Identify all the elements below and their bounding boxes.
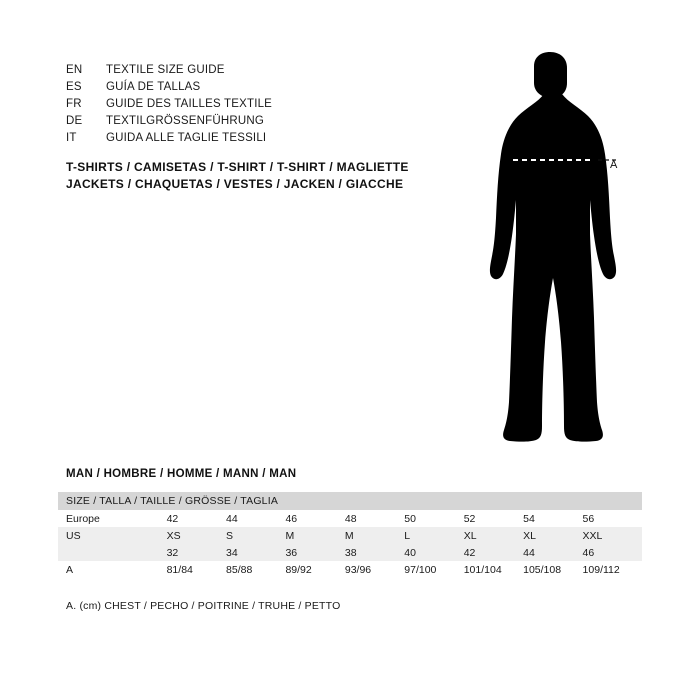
cell-a-2: 89/92 bbox=[285, 561, 344, 578]
table-title: MAN / HOMBRE / HOMME / MANN / MAN bbox=[66, 468, 297, 480]
measure-label-a: A bbox=[610, 159, 618, 171]
cell-us-6: XL bbox=[523, 527, 582, 544]
cell-europe-3: 48 bbox=[345, 510, 404, 527]
language-code-de: DE bbox=[66, 115, 83, 127]
row-label-europe: Europe bbox=[58, 510, 167, 527]
cell-europe-5: 52 bbox=[464, 510, 523, 527]
cell-a-7: 109/112 bbox=[583, 561, 642, 578]
product-type-tshirts: T-SHIRTS / CAMISETAS / T-SHIRT / T-SHIRT / MAGLIETTE bbox=[66, 160, 409, 174]
row-label-a: A bbox=[58, 561, 167, 578]
cell-europe-0: 42 bbox=[167, 510, 226, 527]
cell-a-0: 81/84 bbox=[167, 561, 226, 578]
cell-a-1: 85/88 bbox=[226, 561, 285, 578]
table-row bbox=[58, 527, 642, 544]
cell-a-5: 101/104 bbox=[464, 561, 523, 578]
cell-usnum-4: 40 bbox=[404, 544, 463, 561]
size-table bbox=[58, 492, 642, 578]
language-text-en: TEXTILE SIZE GUIDE bbox=[106, 64, 225, 76]
row-label-us-numeric bbox=[58, 544, 167, 561]
table-row bbox=[58, 510, 642, 527]
product-type-jackets: JACKETS / CHAQUETAS / VESTES / JACKEN / GIACCHE bbox=[66, 177, 404, 191]
language-text-es: GUÍA DE TALLAS bbox=[106, 81, 201, 93]
language-row-de bbox=[66, 115, 426, 132]
cell-us-4: L bbox=[404, 527, 463, 544]
cell-a-4: 97/100 bbox=[404, 561, 463, 578]
cell-us-5: XL bbox=[464, 527, 523, 544]
table-header-row bbox=[58, 492, 642, 510]
language-code-it: IT bbox=[66, 132, 77, 144]
row-label-us: US bbox=[58, 527, 167, 544]
footnote: A. (cm) CHEST / PECHO / POITRINE / TRUHE / PETTO bbox=[66, 600, 341, 612]
cell-us-3: M bbox=[345, 527, 404, 544]
table-header-label: SIZE / TALLA / TAILLE / GRÖSSE / TAGLIA bbox=[58, 492, 642, 510]
cell-usnum-6: 44 bbox=[523, 544, 582, 561]
male-silhouette-icon bbox=[430, 50, 680, 450]
cell-usnum-1: 34 bbox=[226, 544, 285, 561]
language-code-fr: FR bbox=[66, 98, 82, 110]
language-text-de: TEXTILGRÖSSENFÜHRUNG bbox=[106, 115, 264, 127]
cell-us-2: M bbox=[285, 527, 344, 544]
language-row-en bbox=[66, 64, 426, 81]
cell-europe-2: 46 bbox=[285, 510, 344, 527]
cell-us-0: XS bbox=[167, 527, 226, 544]
language-list bbox=[66, 64, 426, 149]
cell-usnum-0: 32 bbox=[167, 544, 226, 561]
cell-usnum-7: 46 bbox=[583, 544, 642, 561]
cell-europe-1: 44 bbox=[226, 510, 285, 527]
table-row bbox=[58, 561, 642, 578]
language-row-fr bbox=[66, 98, 426, 115]
cell-usnum-2: 36 bbox=[285, 544, 344, 561]
language-code-es: ES bbox=[66, 81, 82, 93]
language-text-fr: GUIDE DES TAILLES TEXTILE bbox=[106, 98, 273, 110]
language-row-it bbox=[66, 132, 426, 149]
language-code-en: EN bbox=[66, 64, 83, 76]
cell-europe-7: 56 bbox=[583, 510, 642, 527]
cell-usnum-5: 42 bbox=[464, 544, 523, 561]
cell-us-1: S bbox=[226, 527, 285, 544]
cell-usnum-3: 38 bbox=[345, 544, 404, 561]
cell-europe-4: 50 bbox=[404, 510, 463, 527]
language-row-es bbox=[66, 81, 426, 98]
cell-us-7: XXL bbox=[583, 527, 642, 544]
table-row bbox=[58, 544, 642, 561]
language-text-it: GUIDA ALLE TAGLIE TESSILI bbox=[106, 132, 267, 144]
silhouette-figure bbox=[430, 50, 680, 450]
product-types bbox=[66, 159, 486, 193]
cell-a-3: 93/96 bbox=[345, 561, 404, 578]
cell-a-6: 105/108 bbox=[523, 561, 582, 578]
cell-europe-6: 54 bbox=[523, 510, 582, 527]
